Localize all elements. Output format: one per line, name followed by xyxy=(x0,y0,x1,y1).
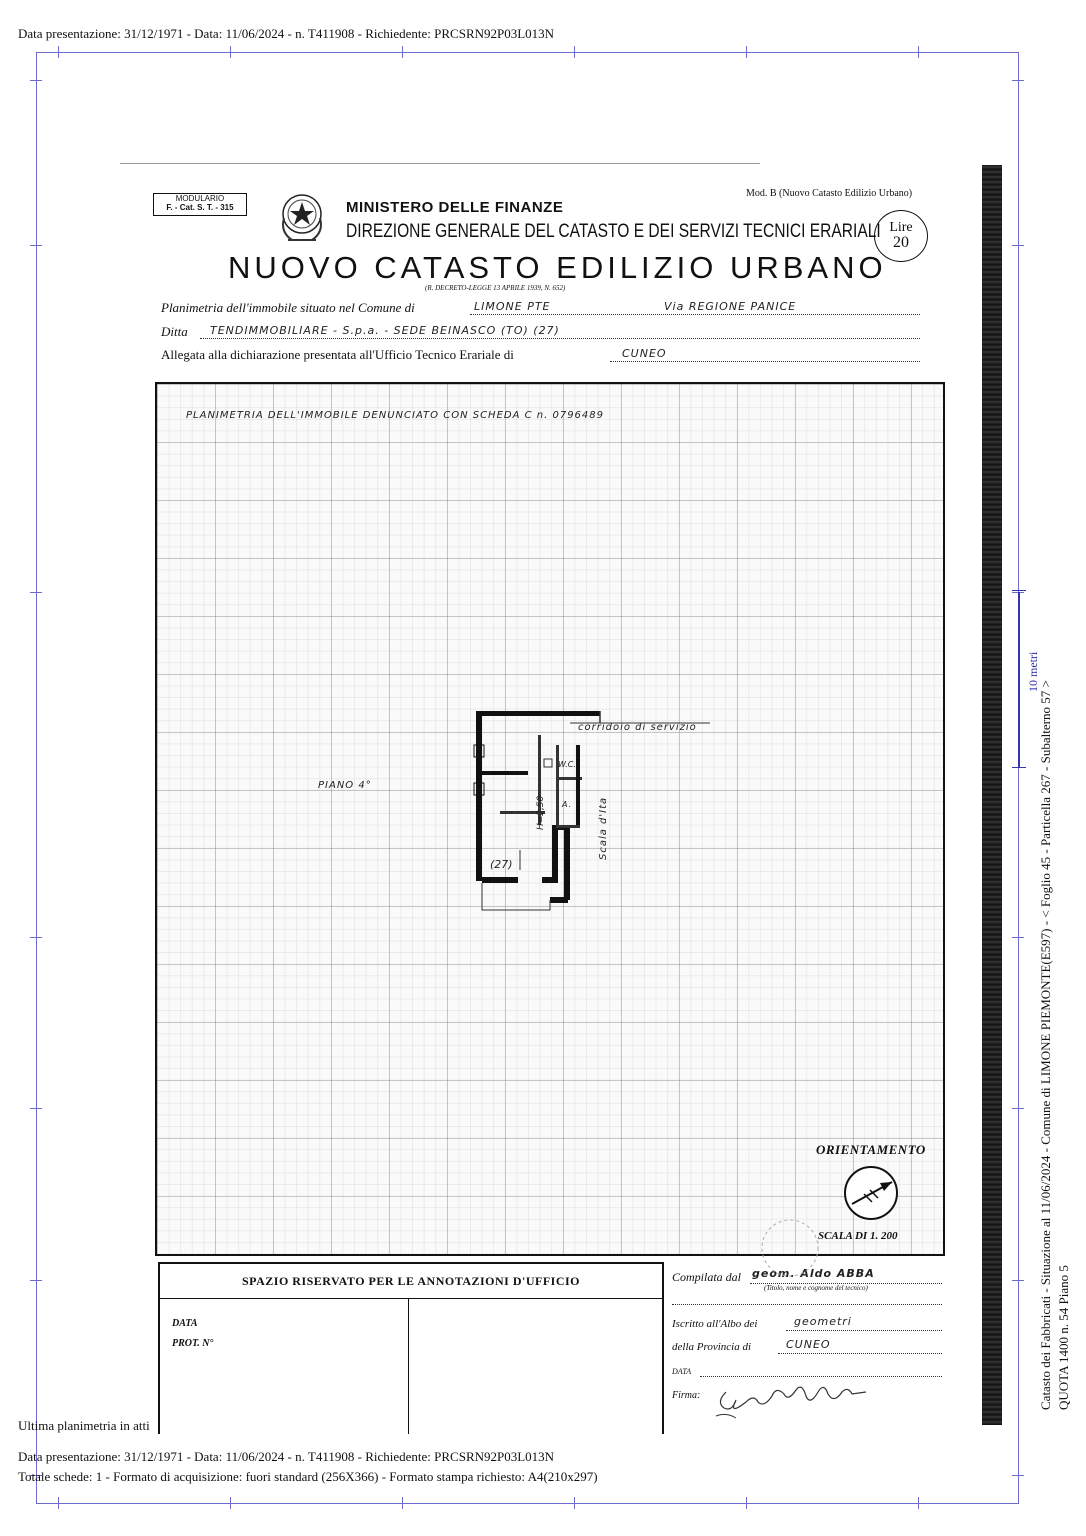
iscritto-dotline xyxy=(786,1330,942,1331)
frame-right xyxy=(1018,52,1019,1504)
ditta-label: Ditta xyxy=(161,324,188,339)
modulario-label: MODULARIO xyxy=(175,194,225,203)
footer-line1: Data presentazione: 31/12/1971 - Data: 11/06/2024 - n. T411908 - Richiedente: PRCSRN92P03L013N xyxy=(18,1449,555,1464)
tick xyxy=(30,1280,42,1281)
tick xyxy=(230,1497,231,1509)
scale-bar xyxy=(1018,592,1020,767)
annotations-box xyxy=(158,1262,664,1434)
corridoio-label: corridoio di servizio xyxy=(578,722,697,733)
annotations-title: SPAZIO RISERVATO PER LE ANNOTAZIONI D'UFFICIO xyxy=(160,1264,662,1299)
ministero-title: MINISTERO DELLE FINANZE xyxy=(346,199,564,216)
firma-label: Firma: xyxy=(672,1390,701,1401)
tick xyxy=(746,46,747,58)
tick xyxy=(918,1497,919,1509)
ufficio-dotline xyxy=(610,361,920,362)
annotations-data: DATA xyxy=(172,1318,198,1329)
republic-emblem-icon xyxy=(278,188,326,246)
tick xyxy=(30,937,42,938)
signature-icon xyxy=(706,1372,906,1422)
frame-left xyxy=(36,52,37,1504)
scala-di-label: SCALA DI 1. 200 xyxy=(818,1230,898,1242)
tick xyxy=(58,46,59,58)
wc-label: W.C. xyxy=(558,760,576,769)
a-label: A. xyxy=(562,800,573,809)
comune-dotline xyxy=(470,314,920,315)
tick xyxy=(58,1497,59,1509)
scan-edge-bar xyxy=(982,165,1002,1425)
tick xyxy=(1012,1108,1024,1109)
tick xyxy=(230,46,231,58)
ditta-dotline xyxy=(200,338,920,339)
iscritto-value: geometri xyxy=(794,1315,852,1328)
orientamento-label: ORIENTAMENTO xyxy=(816,1142,926,1157)
north-arrow-icon xyxy=(842,1164,900,1222)
tick xyxy=(574,1497,575,1509)
header-top-text: Data presentazione: 31/12/1971 - Data: 11/06/2024 - n. T411908 - Richiedente: PRCSRN92P03L013N xyxy=(18,26,555,41)
lire-label: Lire xyxy=(889,220,913,235)
provincia-dotline xyxy=(778,1353,942,1354)
via-value: Via REGIONE PANICE xyxy=(664,300,797,313)
decreto-label: (R. DECRETO-LEGGE 13 APRILE 1939, N. 652) xyxy=(425,284,566,292)
tick xyxy=(1012,245,1024,246)
annotations-prot: PROT. N° xyxy=(172,1338,214,1349)
tick xyxy=(1012,1280,1024,1281)
stamp-icon xyxy=(760,1212,820,1282)
tick xyxy=(574,46,575,58)
tick xyxy=(1012,937,1024,938)
scala-label: Scala d'Ita xyxy=(598,796,609,860)
height-label: H=2,50 xyxy=(536,795,546,830)
tick xyxy=(30,1108,42,1109)
ufficio-value: CUNEO xyxy=(622,347,667,360)
provincia-value: CUNEO xyxy=(786,1338,831,1351)
comune-value: LIMONE PTE xyxy=(474,300,551,313)
side-text-2: QUOTA 1400 n. 54 Piano 5 xyxy=(1056,1265,1071,1410)
scale-bar-cap xyxy=(1012,590,1026,591)
tick xyxy=(1012,1475,1024,1476)
top-rule xyxy=(120,163,760,164)
allegata-label: Allegata alla dichiarazione presentata all'Ufficio Tecnico Erariale di xyxy=(161,347,514,362)
tick xyxy=(746,1497,747,1509)
planimetria-label: Planimetria dell'immobile situato nel Comune di xyxy=(161,300,415,315)
footer-ultima: Ultima planimetria in atti xyxy=(18,1418,150,1433)
iscritto-label: Iscritto all'Albo dei xyxy=(672,1318,758,1330)
mod-b-label: Mod. B (Nuovo Catasto Edilizio Urbano) xyxy=(746,188,913,199)
modulario-box xyxy=(153,193,247,216)
tick xyxy=(30,80,42,81)
compilata-dotline-2 xyxy=(672,1304,942,1305)
annotations-divider xyxy=(408,1298,409,1434)
unit-label: (27) xyxy=(490,858,513,871)
ditta-value: TENDIMMOBILIARE - S.p.a. - SEDE BEINASCO (TO) (27) xyxy=(210,324,560,337)
frame-bottom xyxy=(36,1503,1019,1504)
direzione-title: DIREZIONE GENERALE DEL CATASTO E DEI SERVIZI TECNICI ERARIALI xyxy=(346,221,881,242)
tick xyxy=(30,245,42,246)
scale-label: 10 metri xyxy=(1026,651,1040,692)
compilata-value: geom. Aldo ABBA xyxy=(752,1267,875,1280)
compilata-sub: (Titolo, nome e cognome del tecnico) xyxy=(764,1284,868,1292)
tick xyxy=(402,46,403,58)
piano-label: PIANO 4° xyxy=(318,780,372,791)
tick xyxy=(30,592,42,593)
plan-note: PLANIMETRIA DELL'IMMOBILE DENUNCIATO CON SCHEDA C n. 0796489 xyxy=(186,410,605,421)
side-text-1: Catasto dei Fabbricati - Situazione al 11/06/2024 - Comune di LIMONE PIEMONTE(E597) - < Foglio 45 - Particella 267 - Subalterno 57 > xyxy=(1038,680,1053,1410)
compilata-label: Compilata dal xyxy=(672,1270,742,1284)
lire-value: 20 xyxy=(893,234,909,251)
tick xyxy=(918,46,919,58)
data2-label: DATA xyxy=(672,1367,692,1376)
tick xyxy=(1012,80,1024,81)
provincia-label: della Provincia di xyxy=(672,1341,752,1353)
main-title: NUOVO CATASTO EDILIZIO URBANO xyxy=(228,250,887,285)
tick xyxy=(402,1497,403,1509)
frame-top xyxy=(36,52,1019,53)
scale-bar-cap xyxy=(1012,767,1026,768)
footer-line2: Totale schede: 1 - Formato di acquisizione: fuori standard (256X366) - Formato stampa richiesto: A4(210x297) xyxy=(18,1469,598,1484)
modulario-code: F. - Cat. S. T. - 315 xyxy=(166,203,234,212)
